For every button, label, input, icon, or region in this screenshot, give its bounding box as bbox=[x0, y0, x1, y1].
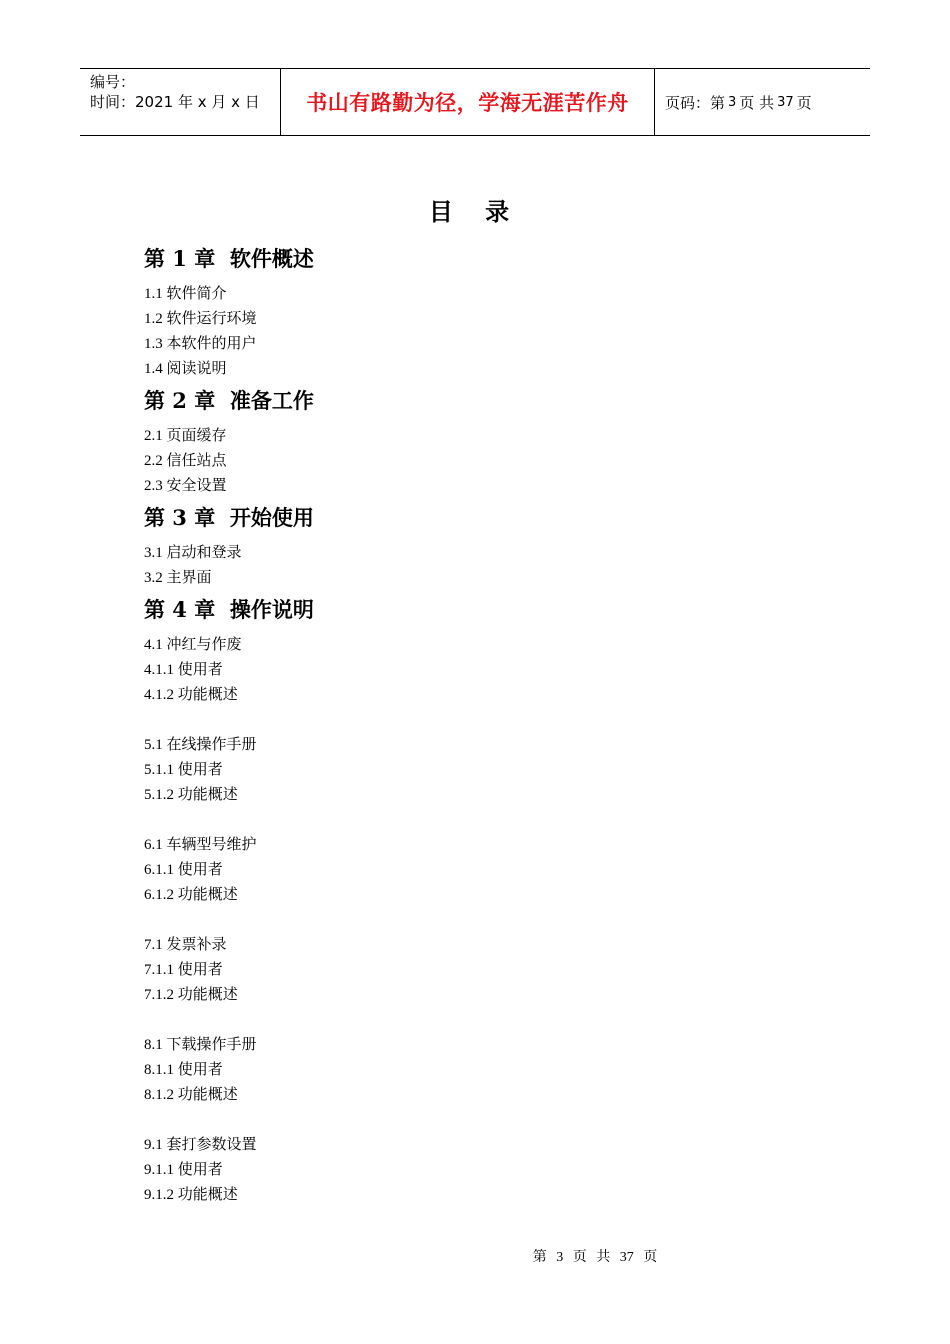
toc-entry[interactable]: 9.1 套打参数设置 bbox=[144, 1137, 257, 1153]
toc-entry[interactable]: 9.1.2 功能概述 bbox=[144, 1187, 238, 1203]
toc-entry[interactable]: 2.1 页面缓存 bbox=[144, 428, 227, 444]
toc-spacer bbox=[144, 1108, 844, 1133]
toc-spacer bbox=[144, 908, 844, 933]
toc-entry[interactable]: 7.1.1 使用者 bbox=[144, 962, 223, 978]
document-number-label: 编号： bbox=[90, 73, 136, 91]
header-page-indicator bbox=[655, 69, 870, 135]
header-meta-cell bbox=[80, 69, 281, 135]
toc-entry[interactable]: 1.1 软件简介 bbox=[144, 286, 227, 302]
toc-chapter-heading[interactable]: 第 3 章 开始使用 bbox=[144, 505, 314, 530]
toc-entry[interactable]: 5.1.2 功能概述 bbox=[144, 787, 238, 803]
toc-spacer bbox=[144, 1008, 844, 1033]
page-middle: 页 共 bbox=[739, 93, 775, 112]
toc-entry[interactable]: 5.1.1 使用者 bbox=[144, 762, 223, 778]
toc-entry[interactable]: 3.2 主界面 bbox=[144, 570, 212, 586]
toc-entry[interactable]: 4.1.2 功能概述 bbox=[144, 687, 238, 703]
toc-entry[interactable]: 1.2 软件运行环境 bbox=[144, 311, 257, 327]
toc-chapter-heading[interactable]: 第 2 章 准备工作 bbox=[144, 388, 314, 413]
toc-entry[interactable]: 8.1 下载操作手册 bbox=[144, 1037, 257, 1053]
toc-entry[interactable]: 8.1.2 功能概述 bbox=[144, 1087, 238, 1103]
toc-entry[interactable]: 2.3 安全设置 bbox=[144, 478, 227, 494]
toc-entry[interactable]: 6.1.2 功能概述 bbox=[144, 887, 238, 903]
header-motto: 书山有路勤为径，学海无涯苦作舟 bbox=[281, 69, 655, 135]
toc-entry[interactable]: 6.1 车辆型号维护 bbox=[144, 837, 257, 853]
toc-entry[interactable]: 1.3 本软件的用户 bbox=[144, 336, 257, 352]
toc-entry[interactable]: 9.1.1 使用者 bbox=[144, 1162, 223, 1178]
toc-chapter-heading[interactable]: 第 4 章 操作说明 bbox=[144, 597, 314, 622]
table-of-contents bbox=[144, 240, 844, 1208]
toc-chapter-heading[interactable]: 第 1 章 软件概述 bbox=[144, 246, 314, 271]
toc-title: 目 录 bbox=[428, 198, 522, 226]
toc-spacer bbox=[144, 708, 844, 733]
toc-entry[interactable]: 7.1.2 功能概述 bbox=[144, 987, 238, 1003]
toc-entry[interactable]: 6.1.1 使用者 bbox=[144, 862, 223, 878]
toc-entry[interactable]: 3.1 启动和登录 bbox=[144, 545, 242, 561]
document-date: 时间：2021 年 x 月 x 日 bbox=[90, 93, 260, 111]
toc-entry[interactable]: 4.1.1 使用者 bbox=[144, 662, 223, 678]
page-footer: 第 3 页 共 37 页 bbox=[532, 1250, 658, 1265]
toc-entry[interactable]: 7.1 发票补录 bbox=[144, 937, 227, 953]
toc-entry[interactable]: 1.4 阅读说明 bbox=[144, 361, 227, 377]
page-suffix: 页 bbox=[796, 93, 812, 112]
toc-entry[interactable]: 2.2 信任站点 bbox=[144, 453, 227, 469]
toc-spacer bbox=[144, 808, 844, 833]
page-total: 37 bbox=[777, 94, 794, 110]
page-prefix: 页码：第 bbox=[665, 93, 726, 112]
toc-entry[interactable]: 5.1 在线操作手册 bbox=[144, 737, 257, 753]
page-current: 3 bbox=[728, 94, 737, 110]
toc-entry[interactable]: 8.1.1 使用者 bbox=[144, 1062, 223, 1078]
page-header bbox=[80, 68, 870, 136]
toc-entry[interactable]: 4.1 冲红与作废 bbox=[144, 637, 242, 653]
